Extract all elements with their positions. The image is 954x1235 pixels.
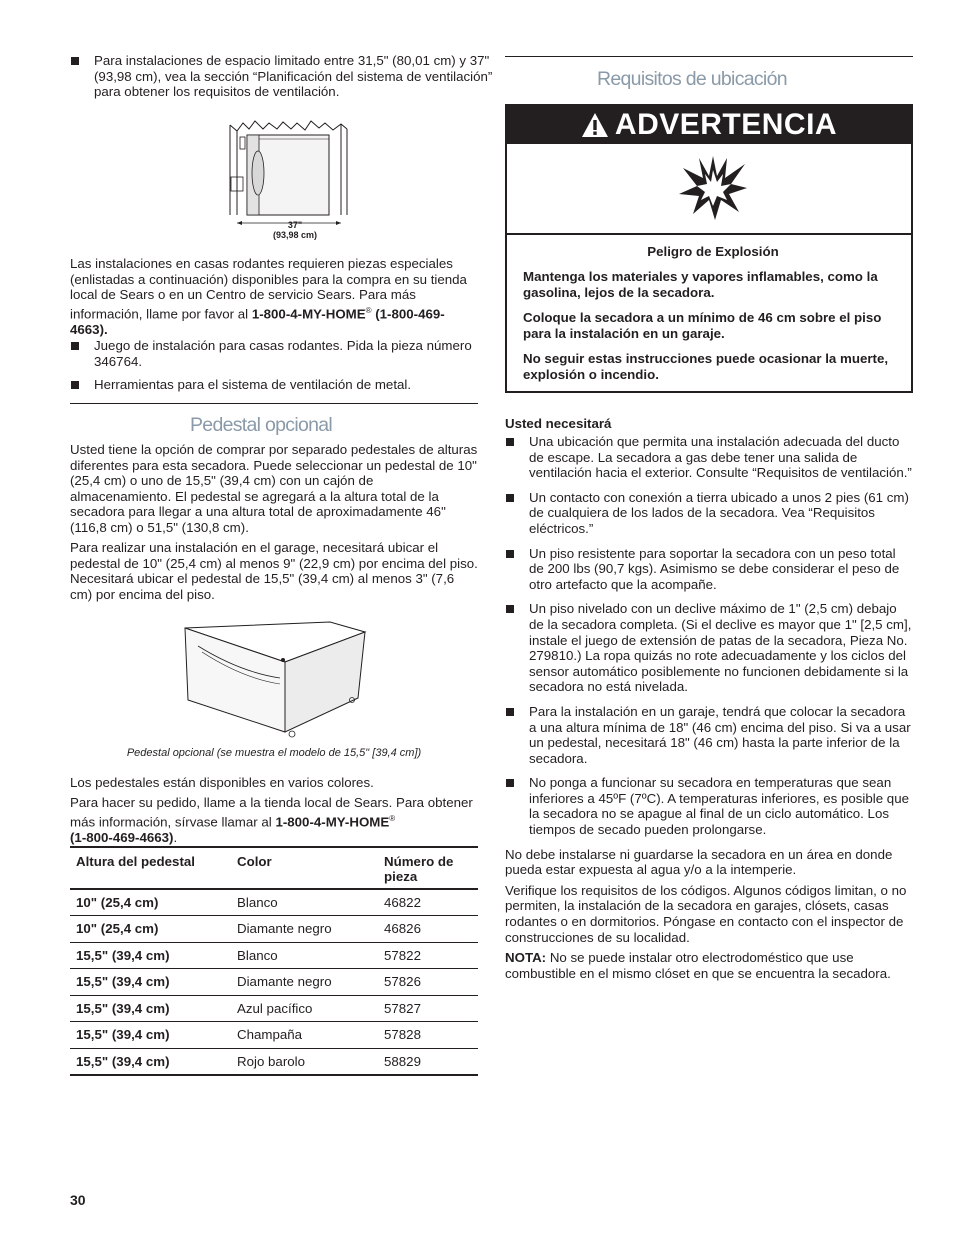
- codes-paragraph: Verifique los requisitos de los códigos. Algunos códigos limitan, o no permiten, la instalación de la secadora en garajes, clósets, casas rodantes o en dormitorios. Póngase en contacto con el inspector de construcciones de su localidad.: [505, 882, 907, 945]
- warning-text-1: Mantenga los materiales y vapores inflamables, como la gasolina, lejos de la secadora.: [523, 268, 878, 300]
- mobile-home-phone-number: (1-800-469-4663).: [70, 306, 445, 337]
- cell-color: Diamante negro: [237, 921, 332, 937]
- cell-altura: 10" (25,4 cm): [76, 921, 159, 937]
- mobile-home-bullet: Juego de instalación para casas rodantes. Pida la pieza número 346764.: [70, 338, 502, 369]
- header-numero: Número de pieza: [384, 854, 454, 884]
- cell-color: Rojo barolo: [237, 1053, 306, 1069]
- figure-dimension-label: [260, 220, 330, 240]
- cell-numero: 57822: [384, 947, 421, 963]
- location-requirements-heading: Requisitos de ubicación: [597, 68, 787, 90]
- warning-symbol-area: [507, 144, 911, 235]
- pedestal-caption: Pedestal opcional (se muestra el modelo de 15,5" [39,4 cm]): [126, 747, 422, 759]
- cell-color: Champaña: [237, 1027, 303, 1043]
- dimension-cm: (93,98 cm): [272, 230, 318, 240]
- cell-color: Azul pacífico: [237, 1000, 313, 1016]
- space-limited-bullet: Para instalaciones de espacio limitado entre 31,5" (80,01 cm) y 37" (93,98 cm), vea la sección “Planificación del sistema de ventilación” para obtener los requisitos de ventilación.: [70, 53, 502, 100]
- warning-triangle-icon: [581, 112, 609, 138]
- order-paragraph: [70, 795, 478, 845]
- need-bullet: Un contacto con conexión a tierra ubicado a unos 2 pies (61 cm) de cualquiera de los lados de la secadora. Vea “Requisitos eléctricos.”: [505, 490, 913, 537]
- table-row: [70, 995, 478, 1022]
- order-phone: 1-800-4-MY-HOME: [275, 814, 390, 830]
- table-row: [70, 889, 478, 916]
- table-row: [70, 1048, 478, 1075]
- table-row: [70, 969, 478, 996]
- page-number: 30: [70, 1192, 86, 1208]
- outdoor-paragraph: No debe instalarse ni guardarse la secadora en un área en donde pueda estar expuesta al agua y/o a la intemperie.: [505, 846, 893, 878]
- table-row: [70, 1022, 478, 1049]
- cell-altura: 15,5" (39,4 cm): [76, 1027, 170, 1043]
- cell-numero: 46822: [384, 895, 421, 910]
- cell-numero: 58829: [384, 1053, 421, 1069]
- mobile-home-bullet: Herramientas para el sistema de ventilación de metal.: [70, 377, 502, 393]
- section-divider: [505, 56, 913, 57]
- mobile-home-phone: 1-800-4-MY-HOME: [251, 306, 366, 322]
- need-bullet: Un piso nivelado con un declive máximo de 1" (2,5 cm) debajo de la secadora completa. (Si el declive es mayor que 1" [2,5 cm], instale el juego de extensión de patas de la secadora, Pieza No. 279810.) La ropa quizás no rote adecuadamente y los ciclos del sensor automático posiblemente no funcionen debidamente si la secadora no está nivelada.: [505, 601, 913, 695]
- nota-paragraph: [505, 950, 913, 981]
- header-altura: Altura del pedestal: [76, 854, 195, 869]
- warning-box: [505, 104, 913, 393]
- need-list: [505, 434, 913, 981]
- cell-altura: 15,5" (39,4 cm): [76, 1000, 170, 1016]
- cell-altura: 15,5" (39,4 cm): [76, 1053, 170, 1069]
- need-bullet: Para la instalación en un garaje, tendrá que colocar la secadora a una altura mínima de 18" (46 cm) encima del piso. Si va a usar un pedestal, necesitará 18" (46 cm) hasta la parte inferior de la secadora.: [505, 704, 913, 766]
- warning-body: [523, 244, 903, 384]
- mobile-home-paragraph: [70, 256, 478, 337]
- nota-text: No se puede instalar otro electrodoméstico que use combustible en el mismo clóset en que se encuentra la secadora.: [505, 950, 891, 981]
- explosion-icon: [677, 154, 749, 222]
- cell-altura: 15,5" (39,4 cm): [76, 947, 170, 963]
- pedestal-paragraph-1: Usted tiene la opción de comprar por separado pedestales de alturas diferentes para esta secadora. Puede seleccionar un pedestal de 10" (25,4 cm) o uno de 15,5" (39,4 cm) con un cajón de almacenamiento. El pedestal se agregará a la altura total de la secadora para llegar a una altura total de aproximadamente 46" (116,8 cm) o 51,5" (130,8 cm).: [70, 442, 478, 535]
- cell-numero: 57826: [384, 974, 421, 990]
- colors-paragraph: Los pedestales están disponibles en varios colores.: [70, 775, 374, 790]
- mobile-home-text: Las instalaciones en casas rodantes requieren piezas especiales (enlistadas a continuación) disponibles para la compra en su tienda local de Sears o en un Centro de servicio Sears. Para más información, llame por favor al: [70, 256, 467, 322]
- need-bullet: Una ubicación que permita una instalación adecuada del ducto de escape. La secadora a gas debe tener una salida de ventilación hacia el exterior. Consulte “Requisitos de ventilación.”: [505, 434, 913, 481]
- pedestal-table: [70, 846, 478, 1076]
- need-bullet: Un piso resistente para soportar la secadora con un peso total de 200 lbs (90,7 kgs). Asimismo se debe considerar el peso de otro artefacto que la acompañe.: [505, 546, 913, 593]
- cell-numero: 57828: [384, 1027, 421, 1043]
- header-color: Color: [237, 854, 272, 869]
- registered-mark: ®: [365, 305, 372, 315]
- cell-color: Blanco: [237, 895, 278, 910]
- order-end: .: [173, 829, 178, 845]
- nota-label: NOTA:: [505, 950, 547, 966]
- cell-altura: 10" (25,4 cm): [76, 895, 159, 910]
- cell-color: Diamante negro: [237, 974, 332, 990]
- need-heading: Usted necesitará: [505, 416, 612, 431]
- pedestal-illustration: [180, 620, 370, 740]
- cell-color: Blanco: [237, 947, 278, 963]
- section-divider: [70, 403, 478, 404]
- warning-title: ADVERTENCIA: [614, 108, 838, 141]
- pedestal-paragraph-2: Para realizar una instalación en el garage, necesitará ubicar el pedestal de 10" (25,4 cm) al menos 9" (22,9 cm) por encima del piso. Necesitará ubicar el pedestal de 15,5" (39,4 cm) al menos 3" (7,6 cm) por encima del piso.: [70, 540, 478, 602]
- warning-hazard: Peligro de Explosión: [647, 244, 779, 259]
- cell-numero: 46826: [384, 921, 421, 937]
- pedestal-heading: Pedestal opcional: [190, 414, 333, 436]
- cell-numero: 57827: [384, 1000, 421, 1016]
- warning-header: [507, 106, 911, 144]
- table-row: [70, 942, 478, 969]
- need-bullet: No ponga a funcionar su secadora en temperaturas que sean inferiores a 45ºF (7ºC). A temperaturas inferiores, es posible que la secadora no se apague al final de un ciclo automático. Los tiempos de secado pueden prolongarse.: [505, 775, 913, 837]
- order-phone-number: (1-800-469-4663): [70, 829, 174, 845]
- dimension-inches: 37": [287, 220, 303, 230]
- table-header-row: [70, 847, 478, 889]
- registered-mark: ®: [389, 813, 396, 823]
- cell-altura: 15,5" (39,4 cm): [76, 974, 170, 990]
- warning-text-2: Coloque la secadora a un mínimo de 46 cm sobre el piso para la instalación en un garaje.: [523, 309, 882, 341]
- warning-text-3: No seguir estas instrucciones puede ocasionar la muerte, explosión o incendio.: [523, 350, 889, 382]
- order-text: Para hacer su pedido, llame a la tienda local de Sears. Para obtener más información, sírvase llamar al: [70, 795, 473, 830]
- table-row: [70, 916, 478, 943]
